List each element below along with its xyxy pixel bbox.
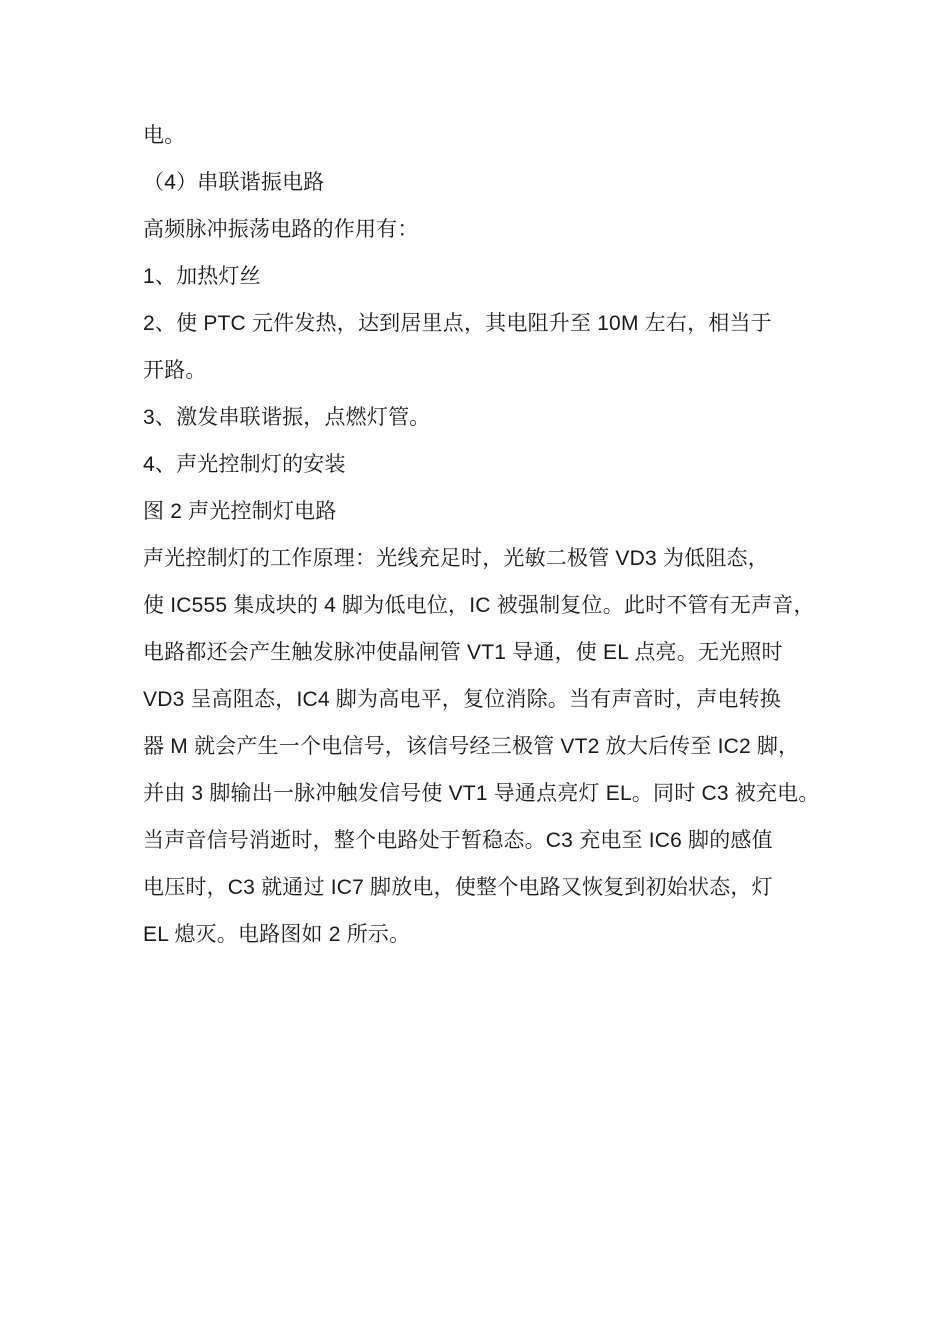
section-heading-series-resonance: [143, 159, 823, 206]
text-line: 并由 3 脚输出一脉冲触发信号使 VT1 导通点亮灯 EL。同时 C3 被充电。: [143, 782, 820, 805]
paragraph-oscillator-functions: [143, 206, 823, 253]
list-item-3: [143, 394, 823, 441]
text-line: 电压时，C3 就通过 IC7 脚放电，使整个电路又恢复到初始状态，灯: [143, 876, 773, 899]
document-body: [143, 112, 823, 958]
text-line: 使 IC555 集成块的 4 脚为低电位，IC 被强制复位。此时不管有无声音，: [143, 594, 815, 617]
text-line: 声光控制灯的工作原理：光线充足时，光敏二极管 VD3 为低阻态，: [143, 547, 769, 570]
text-line: VD3 呈高阻态，IC4 脚为高电平，复位消除。当有声音时，声电转换: [143, 688, 781, 711]
text-line: 高频脉冲振荡电路的作用有：: [143, 218, 419, 241]
list-item-2: [143, 300, 823, 394]
text-line: 1、加热灯丝: [143, 265, 261, 288]
text-line: 3、激发串联谐振，点燃灯管。: [143, 406, 431, 429]
list-item-1: [143, 253, 823, 300]
text-line: EL 熄灭。电路图如 2 所示。: [143, 923, 411, 946]
text-line: 器 M 就会产生一个电信号，该信号经三极管 VT2 放大后传至 IC2 脚，: [143, 735, 800, 758]
figure-caption: [143, 488, 823, 535]
text-line: 图 2 声光控制灯电路: [143, 500, 337, 523]
section-heading-installation: [143, 441, 823, 488]
text-line: 电路都还会产生触发脉冲使晶闸管 VT1 导通，使 EL 点亮。无光照时: [143, 641, 783, 664]
text-line: 2、使 PTC 元件发热，达到居里点，其电阻升至 10M 左右，相当于: [143, 312, 772, 335]
text-line: 电。: [143, 124, 186, 147]
text-line: 4、声光控制灯的安装: [143, 453, 346, 476]
paragraph-continuation: [143, 112, 823, 159]
paragraph-working-principle: [143, 535, 823, 958]
text-line: （4）串联谐振电路: [143, 171, 325, 194]
text-line: 当声音信号消逝时，整个电路处于暂稳态。C3 充电至 IC6 脚的感值: [143, 829, 773, 852]
text-line: 开路。: [143, 359, 207, 382]
